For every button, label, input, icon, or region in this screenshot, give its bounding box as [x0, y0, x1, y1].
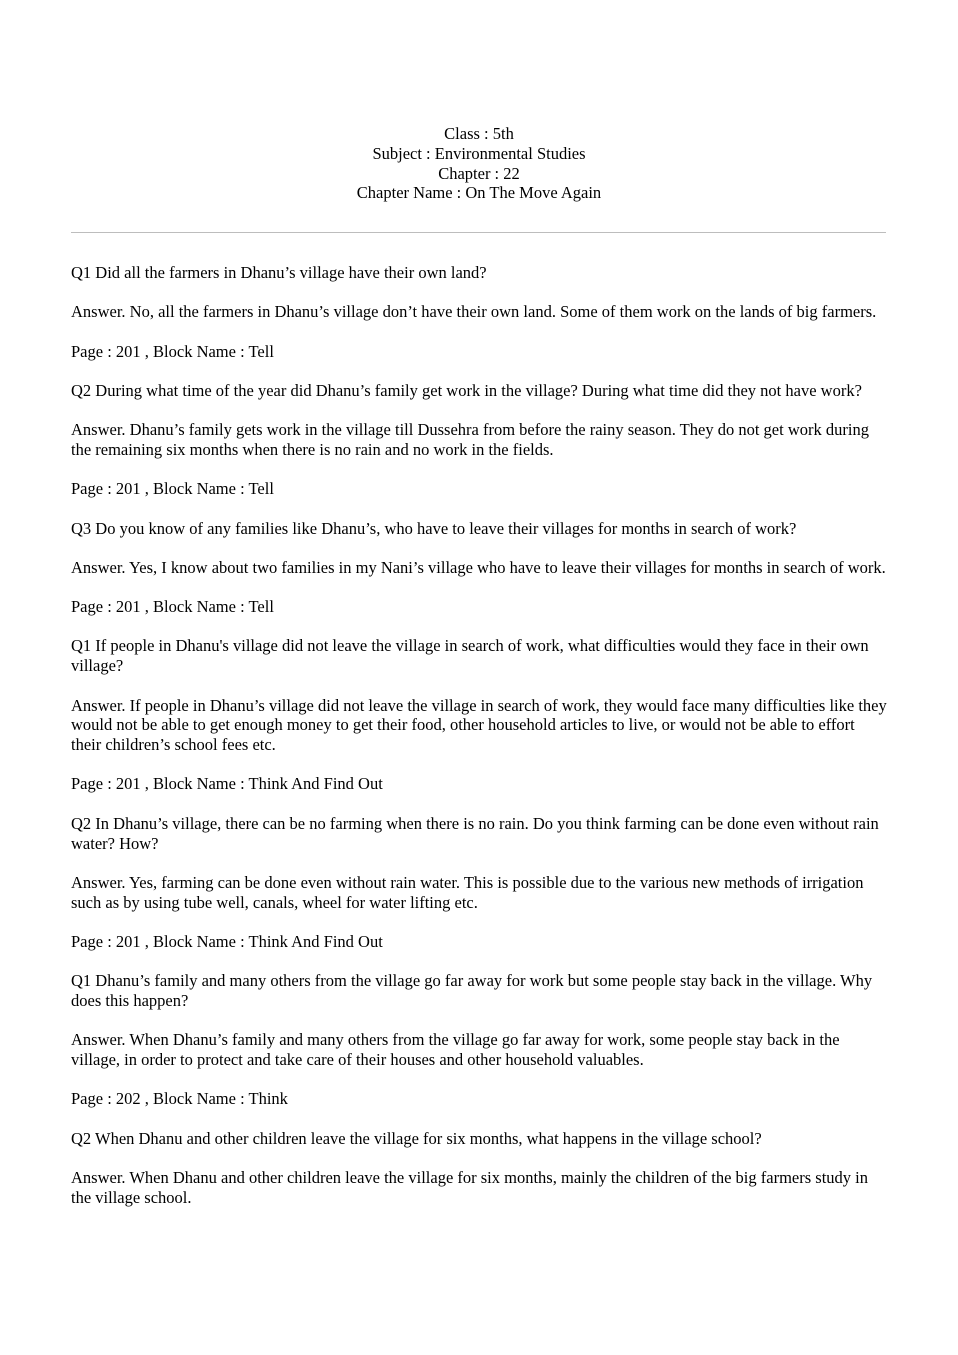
- answer: Answer. Yes, farming can be done even without rain water. This is possible due to the various new methods of irrigation such as by using tube well, canals, wheel for water lifting etc.: [71, 872, 864, 912]
- question: Q1 Dhanu’s family and many others from the village go far away for work but some people stay back in the village. Why does this happen?: [71, 971, 873, 1011]
- page-reference: Page : 201 , Block Name : Think And Find Out: [71, 931, 383, 951]
- question: Q2 During what time of the year did Dhanu’s family get work in the village? During what time did they not have work?: [71, 380, 862, 400]
- question: Q3 Do you know of any families like Dhanu’s, who have to leave their villages for months in search of work?: [71, 518, 797, 538]
- subject-line: Subject : Environmental Studies: [372, 143, 586, 163]
- page-reference: Page : 201 , Block Name : Tell: [71, 341, 274, 361]
- page-reference: Page : 201 , Block Name : Think And Find Out: [71, 774, 383, 794]
- header-divider: [71, 232, 886, 233]
- answer: Answer. When Dhanu and other children leave the village for six months, mainly the children of the big farmers study in the village school.: [71, 1168, 868, 1207]
- page-reference: Page : 201 , Block Name : Tell: [71, 597, 274, 617]
- answer: Answer. If people in Dhanu’s village did not leave the village in search of work, they would face many difficulties like they would not be able to get enough money to get their food, other household articles to live, or would not be able to effort their children’s school fees etc.: [71, 695, 887, 755]
- qa-content: [71, 263, 889, 1227]
- chapter-name-line: Chapter Name : On The Move Again: [356, 183, 602, 203]
- question: Q2 When Dhanu and other children leave the village for six months, what happens in the village school?: [71, 1128, 762, 1148]
- question: Q1 Did all the farmers in Dhanu’s village have their own land?: [71, 263, 487, 282]
- document-header: [0, 124, 958, 203]
- page-reference: Page : 202 , Block Name : Think: [71, 1089, 288, 1109]
- question: Q2 In Dhanu’s village, there can be no farming when there is no rain. Do you think farming can be done even without rain water? How?: [71, 813, 879, 853]
- answer: Answer. Yes, I know about two families in my Nani’s village who have to leave their villages for months in search of work.: [71, 557, 886, 577]
- page-reference: Page : 201 , Block Name : Tell: [71, 479, 274, 499]
- answer: Answer. No, all the farmers in Dhanu’s village don’t have their own land. Some of them work on the lands of big farmers.: [71, 302, 877, 322]
- answer: Answer. Dhanu’s family gets work in the village till Dussehra from before the rainy season. They do not get work during the remaining six months when there is no rain and no work in the fields.: [71, 420, 869, 459]
- class-line: Class : 5th: [444, 124, 514, 143]
- question: Q1 If people in Dhanu's village did not leave the village in search of work, what difficulties would they face in their own village?: [71, 636, 869, 676]
- answer: Answer. When Dhanu’s family and many others from the village go far away for work, some people stay back in the village, in order to protect and take care of their houses and other household valuables.: [71, 1030, 840, 1070]
- chapter-line: Chapter : 22: [438, 163, 520, 183]
